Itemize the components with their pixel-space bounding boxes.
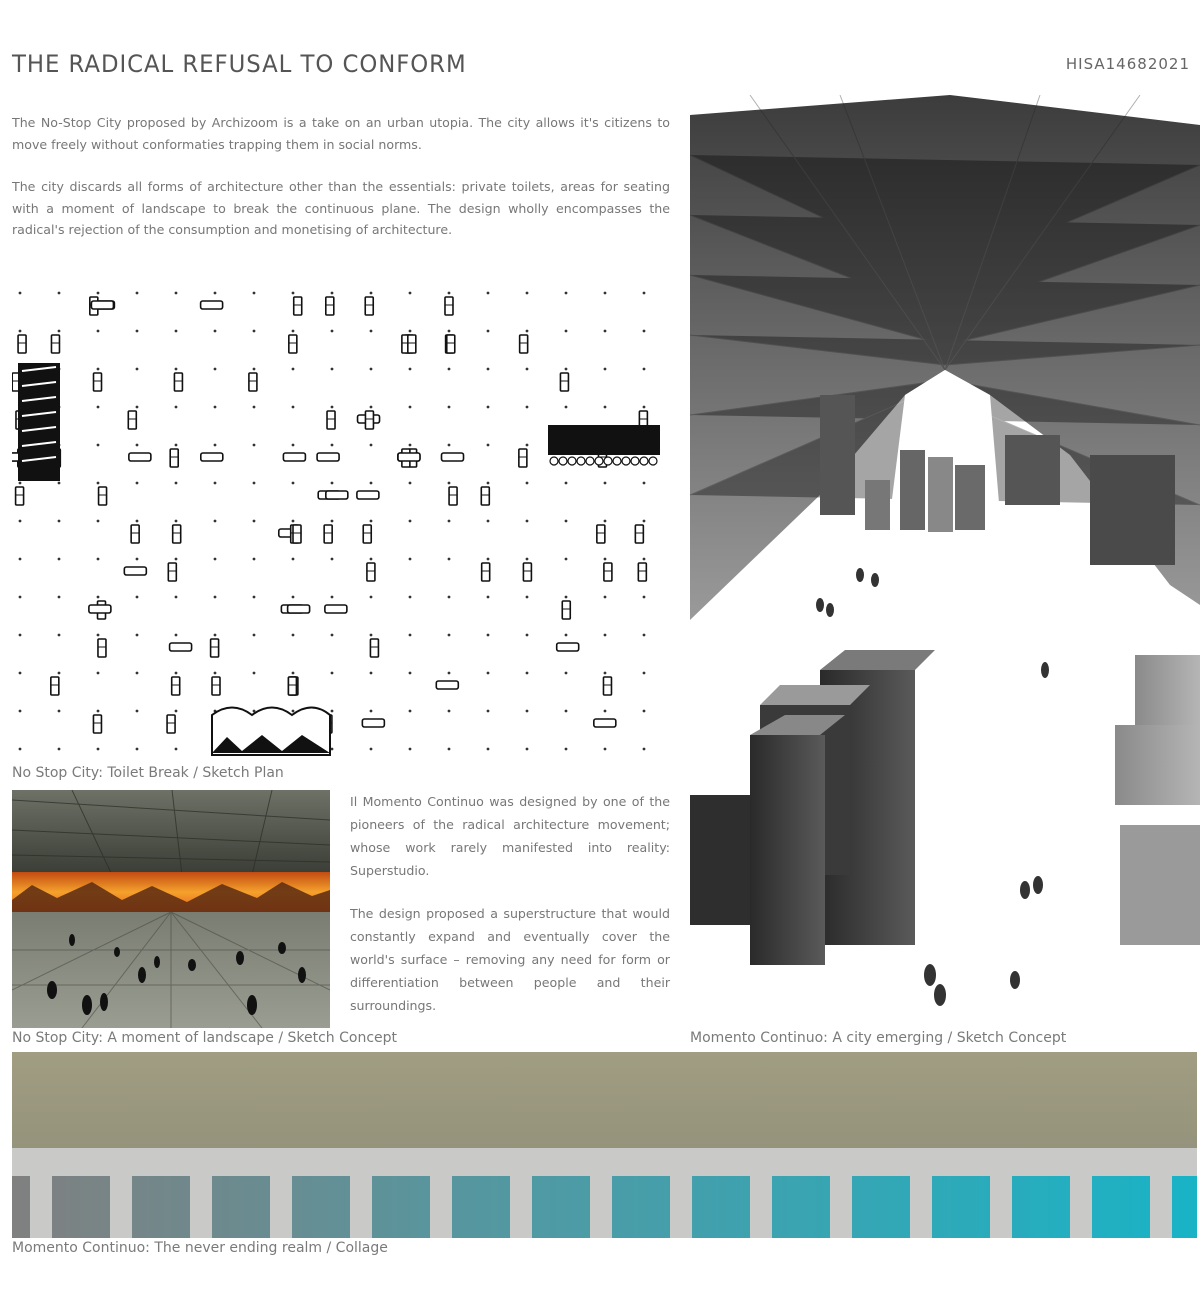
page-title: THE RADICAL REFUSAL TO CONFORM — [12, 50, 467, 78]
sketch-plan-figure — [12, 275, 672, 763]
student-code: HISA14682021 — [1065, 55, 1190, 73]
collage-figure — [12, 1052, 1197, 1238]
intro-paragraph-2: The city discards all forms of architecture other than the essentials: private toilets, areas for seating with a moment of landscape to break the continuous plane. The design wholly encompasses the radical's rejection of the consumption and monetising of architecture. — [12, 179, 670, 237]
never-ending-realm-collage — [12, 1052, 1197, 1238]
side-paragraph-2: The design proposed a superstructure that would constantly expand and eventually cover the world's surface – removing any need for form or differentiation between people and their surroundings. — [350, 906, 670, 1013]
intro-paragraph-1: The No-Stop City proposed by Archizoom is a take on an urban utopia. The city allows it's citizens to move freely without conformaties trapping them in social norms. — [12, 115, 670, 152]
landscape-sketch-figure — [12, 790, 330, 1028]
side-paragraph-1: Il Momento Continuo was designed by one of the pioneers of the radical architecture movement; whose work rarely manifested into reality: Superstudio. — [350, 794, 670, 878]
side-text — [350, 790, 670, 1017]
landscape-sketch-image — [12, 790, 330, 1028]
intro-text — [12, 112, 670, 241]
city-emerging-caption: Momento Continuo: A city emerging / Sketch Concept — [690, 1030, 1067, 1046]
city-emerging-figure — [690, 95, 1200, 1025]
city-emerging-sketch — [690, 95, 1200, 1025]
collage-caption: Momento Continuo: The never ending realm / Collage — [12, 1240, 388, 1256]
sketch-plan-drawing — [12, 275, 672, 763]
landscape-caption: No Stop City: A moment of landscape / Sketch Concept — [12, 1030, 398, 1046]
plan-caption: No Stop City: Toilet Break / Sketch Plan — [12, 765, 284, 781]
